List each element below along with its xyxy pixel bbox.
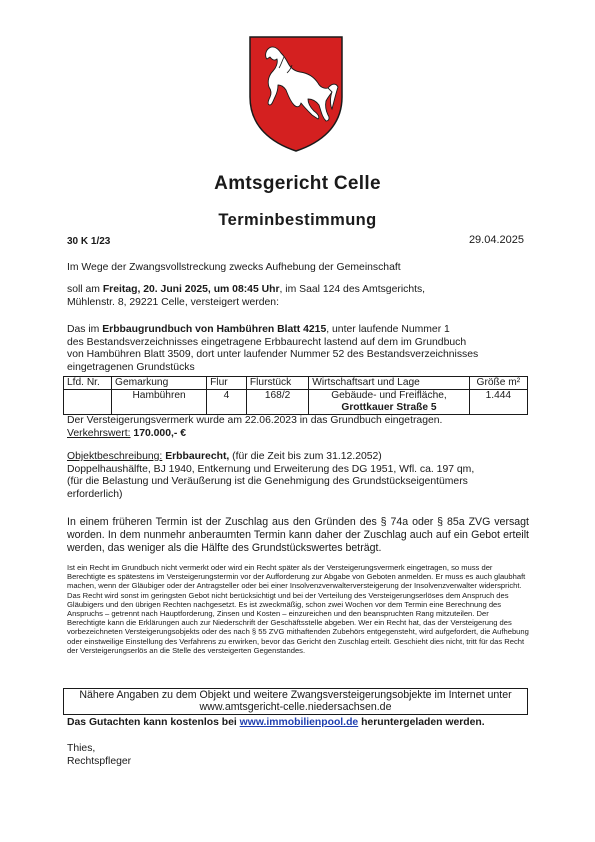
beschreibung-art: Erbbaurecht, [165, 451, 230, 462]
verkehrswert-label: Verkehrswert: [67, 428, 131, 439]
verkehrswert-line [67, 428, 529, 441]
zuschlag-paragraph: In einem früheren Termin ist der Zuschlag aus den Gründen des § 74a oder § 85a ZVG versagt worden. In dem nunmehr anberaumten Termin kann daher der Zuschlag auch auf ein Gebot erteilt werden, das weniger als die Hälfte des Grundstückswertes beträgt. [67, 516, 529, 554]
header-groesse: Größe m² [469, 377, 527, 390]
cell-flurstueck: 168/2 [246, 390, 308, 415]
gutachten-pre: Das Gutachten kann kostenlos bei [67, 717, 240, 728]
header-gemarkung: Gemarkung [112, 377, 207, 390]
objekt-post: , unter laufende Nummer 1 [326, 324, 450, 335]
objekt-line3: von Hambühren Blatt 3509, dort unter laufender Nummer 52 des Bestandsverzeichnisses [67, 349, 479, 361]
termin-paragraph [67, 284, 529, 309]
signature-role: Rechtspfleger [67, 755, 132, 767]
info-box [63, 688, 528, 715]
signature-block [67, 743, 529, 768]
gutachten-post: heruntergeladen werden. [358, 717, 485, 728]
intro-text: Im Wege der Zwangsvollstreckung zwecks Aufhebung der Gemeinschaft [67, 262, 401, 273]
table-header-row [64, 377, 528, 390]
objekt-line2: des Bestandsverzeichnisses eingetragene Erbbaurecht lastend auf dem im Grundbuch [67, 336, 467, 348]
objekt-line4: eingetragenen Grundstücks [67, 361, 195, 373]
cell-wirtschaftsart [309, 390, 469, 415]
cell-lfd-nr [64, 390, 112, 415]
gutachten-line [67, 717, 529, 730]
immobilienpool-link[interactable]: www.immobilienpool.de [239, 717, 359, 728]
beschreibung-paragraph [67, 451, 529, 501]
termin-pre: soll am [67, 284, 103, 295]
cell-wirtschaftsart-text: Gebäude- und Freifläche, [331, 390, 447, 401]
cell-lage: Grottkauer Straße 5 [341, 402, 437, 413]
court-name: Amtsgericht Celle [214, 173, 381, 194]
termin-datetime: Freitag, 20. Juni 2025, um 08:45 Uhr [102, 284, 280, 295]
header-flur: Flur [207, 377, 247, 390]
termin-address: Mühlenstr. 8, 29221 Celle, versteigert werden: [67, 296, 279, 308]
coat-of-arms-logo [248, 35, 344, 153]
beschreibung-line2: Doppelhaushälfte, BJ 1940, Entkernung und Erweiterung des DG 1951, Wfl. ca. 197 qm, [67, 463, 475, 475]
table-row [64, 390, 528, 415]
aktenzeichen: 30 K 1/23 [67, 236, 111, 247]
signature-name: Thies, [67, 743, 96, 754]
cell-gemarkung: Hambühren [112, 390, 207, 415]
grundstueck-table [63, 376, 528, 415]
verkehrswert-value: 170.000,- € [133, 428, 186, 439]
rechte-hinweis: Ist ein Recht im Grundbuch nicht vermerkt oder wird ein Recht später als der Versteigerungsvermerk eingetragen, so muss der Berechtigte es spätestens im Versteigerungstermin vor der Aufforderung zur Abgabe von Geboten anmelden. Er muss es auch glaubhaft machen, wenn der Gläubiger oder der Antragsteller oder bei einer Insolvenzverwalterversteigerung der Insolvenzverwalter widerspricht. Das Recht wird sonst im geringsten Gebot nicht berücksichtigt und bei der Verteilung des Versteigerungserlöses dem Anspruch des Gläubigers und den übrigen Rechten nachgesetzt. Es ist zweckmäßig, schon zwei Wochen vor dem Termin eine Berechnung des Anspruchs – getrennt nach Hauptforderung, Zinsen und Kosten – einzureichen und den beanspruchten Rang mitzuteilen. Der Berechtigte kann die Erklärungen auch zur Niederschrift der Geschäftsstelle abgeben. Wer ein Recht hat, das der Versteigerung des vorbezeichneten Versteigerungsobjekts oder des nach § 55 ZVG mithaftenden Zubehörs entgegensteht, wird aufgefordert, die Aufhebung oder einstweilige Einstellung des Verfahrens zu erwirken, bevor das Gericht den Zuschlag erteilt. Geschieht dies nicht, tritt für das Recht der Versteigerungserlös an die Stelle des versteigerten Gegenstandes. [67, 563, 529, 655]
vermerk-text: Der Versteigerungsvermerk wurde am 22.06.2023 in das Grundbuch eingetragen. [67, 415, 443, 426]
objekt-pre: Das im [67, 324, 103, 335]
header-wirtschaftsart: Wirtschaftsart und Lage [309, 377, 469, 390]
objekt-grundbuch: Erbbaugrundbuch von Hambühren Blatt 4215 [102, 324, 327, 335]
cell-groesse: 1.444 [469, 390, 527, 415]
info-box-text: Nähere Angaben zu dem Objekt und weitere Zwangsversteigerungsobjekte im Internet unter [79, 689, 512, 701]
objekt-paragraph [67, 324, 529, 374]
termin-post: , im Saal 124 des Amtsgerichts, [279, 284, 426, 295]
beschreibung-zeit: (für die Zeit bis zum 31.12.2052) [229, 451, 382, 462]
beschreibung-label: Objektbeschreibung: [67, 451, 163, 462]
header-lfd-nr: Lfd. Nr. [64, 377, 112, 390]
document-date: 29.04.2025 [468, 234, 524, 246]
beschreibung-line3: (für die Belastung und Veräußerung ist die Genehmigung des Grundstückseigentümers [67, 476, 468, 488]
header-flurstueck: Flurstück [246, 377, 308, 390]
info-box-url[interactable]: www.amtsgericht-celle.niedersachsen.de [199, 701, 392, 714]
document-title: Terminbestimmung [218, 211, 377, 229]
cell-flur: 4 [207, 390, 247, 415]
beschreibung-line4: erforderlich) [67, 488, 123, 500]
